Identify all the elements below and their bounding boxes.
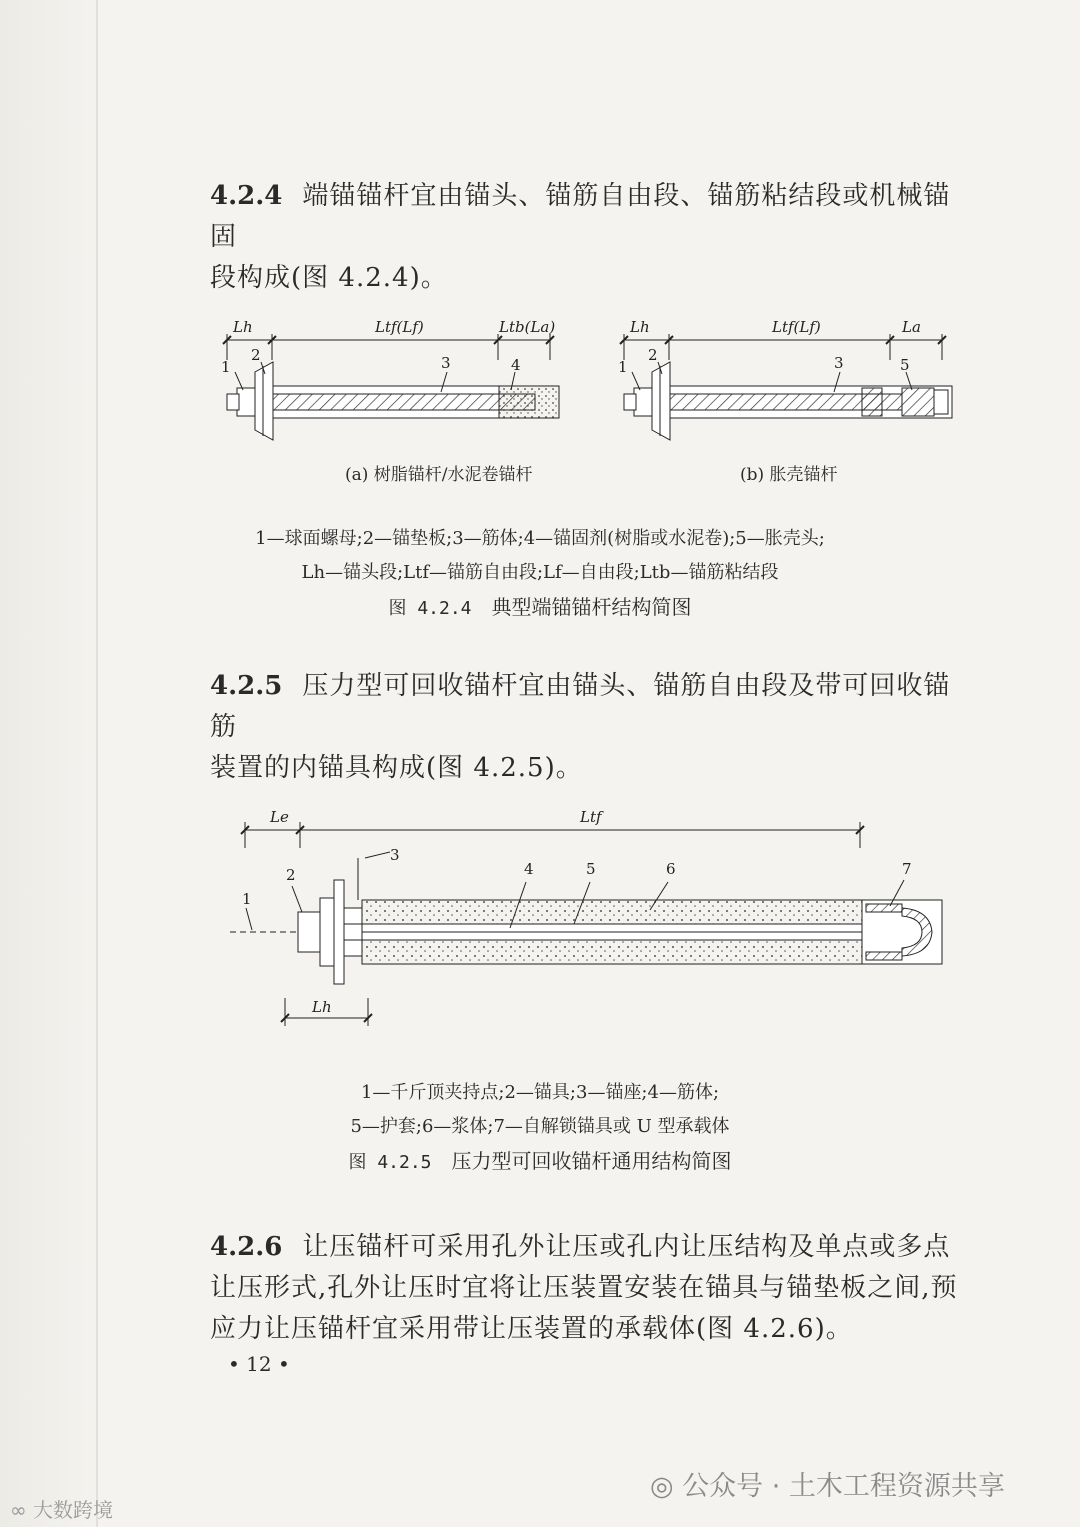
section-4-2-6	[210, 1227, 970, 1350]
legend-line: 5—护套;6—浆体;7—自解锁锚具或 U 型承载体	[350, 1116, 730, 1137]
legend-line: 1—千斤顶夹持点;2—锚具;3—锚座;4—筋体;	[360, 1082, 720, 1103]
figure-number: 图 4.2.4	[388, 598, 472, 619]
page-spine-line	[96, 0, 98, 1527]
callout-number: 5	[586, 860, 596, 878]
section-text-line: 端锚锚杆宜由锚头、锚筋自由段、锚筋粘结段或机械锚固	[210, 181, 951, 252]
section-text-line: 让压形式,孔外让压时宜将让压装置安装在锚具与锚垫板之间,预	[210, 1273, 958, 1303]
callout-number: 1	[618, 358, 628, 376]
figure-4-2-4a-diagram	[215, 310, 575, 460]
figure-4-2-5-title	[0, 1144, 1080, 1180]
watermark-right	[650, 1464, 1005, 1503]
figure-4-2-4b-diagram	[612, 310, 972, 460]
page-number: • 12 •	[228, 1352, 290, 1376]
figure-title-text: 典型端锚锚杆结构简图	[491, 595, 692, 619]
section-text-line: 压力型可回收锚杆宜由锚头、锚筋自由段及带可回收锚筋	[210, 671, 951, 742]
section-4-2-4	[210, 176, 970, 299]
callout-number: 1	[221, 358, 231, 376]
dimension-label: Lh	[312, 998, 332, 1016]
legend-line: Lh—锚头段;Ltf—锚筋自由段;Lf—自由段;Ltb—锚筋粘结段	[301, 562, 779, 583]
figure-4-2-4b-caption: (b) 胀壳锚杆	[740, 465, 838, 485]
callout-number: 7	[902, 860, 912, 878]
dimension-label: Ltf(Lf)	[772, 318, 821, 336]
section-number: 4.2.4	[210, 181, 283, 211]
figure-4-2-5-legend	[0, 1076, 1080, 1180]
dimension-label: Lh	[630, 318, 650, 336]
section-number: 4.2.5	[210, 671, 283, 701]
watermark-left-text: 大数跨境	[33, 1498, 114, 1522]
callout-number: 2	[648, 346, 658, 364]
dimension-label: Ltf(Lf)	[375, 318, 424, 336]
figure-4-2-4-legend	[0, 522, 1080, 626]
wechat-icon: ◎	[650, 1471, 674, 1502]
figure-number: 图 4.2.5	[348, 1152, 432, 1173]
dimension-label: La	[902, 318, 921, 336]
callout-number: 2	[286, 866, 296, 884]
figure-4-2-5-diagram	[230, 800, 950, 1040]
dimension-label: Ltf	[580, 808, 602, 826]
callout-number: 3	[390, 846, 400, 864]
figure-title-text: 压力型可回收锚杆通用结构简图	[451, 1149, 732, 1173]
section-text-line: 装置的内锚具构成(图 4.2.5)。	[210, 753, 583, 783]
section-text-line: 段构成(图 4.2.4)。	[210, 263, 448, 293]
section-number: 4.2.6	[210, 1232, 283, 1262]
callout-number: 4	[524, 860, 534, 878]
figure-4-2-4a-caption: (a) 树脂锚杆/水泥卷锚杆	[345, 465, 533, 485]
callout-number: 6	[666, 860, 676, 878]
callout-number: 2	[251, 346, 261, 364]
section-text-line: 应力让压锚杆宜采用带让压装置的承载体(图 4.2.6)。	[210, 1314, 853, 1344]
callout-number: 3	[441, 354, 451, 372]
link-icon: ∞	[10, 1498, 27, 1522]
section-4-2-5	[210, 666, 970, 789]
section-text-line: 让压锚杆可采用孔外让压或孔内让压结构及单点或多点	[302, 1232, 951, 1262]
watermark-right-text: 公众号 · 土木工程资源共享	[682, 1471, 1005, 1502]
page-spine-shadow	[0, 0, 100, 1527]
callout-number: 5	[900, 356, 910, 374]
dimension-label: Lh	[233, 318, 253, 336]
dimension-label: Le	[270, 808, 289, 826]
callout-number: 3	[834, 354, 844, 372]
dimension-label: Ltb(La)	[499, 318, 556, 336]
figure-4-2-4-title	[0, 590, 1080, 626]
callout-number: 4	[511, 356, 521, 374]
legend-line: 1—球面螺母;2—锚垫板;3—筋体;4—锚固剂(树脂或水泥卷);5—胀壳头;	[255, 528, 825, 549]
callout-number: 1	[242, 890, 252, 908]
watermark-left	[10, 1494, 113, 1523]
